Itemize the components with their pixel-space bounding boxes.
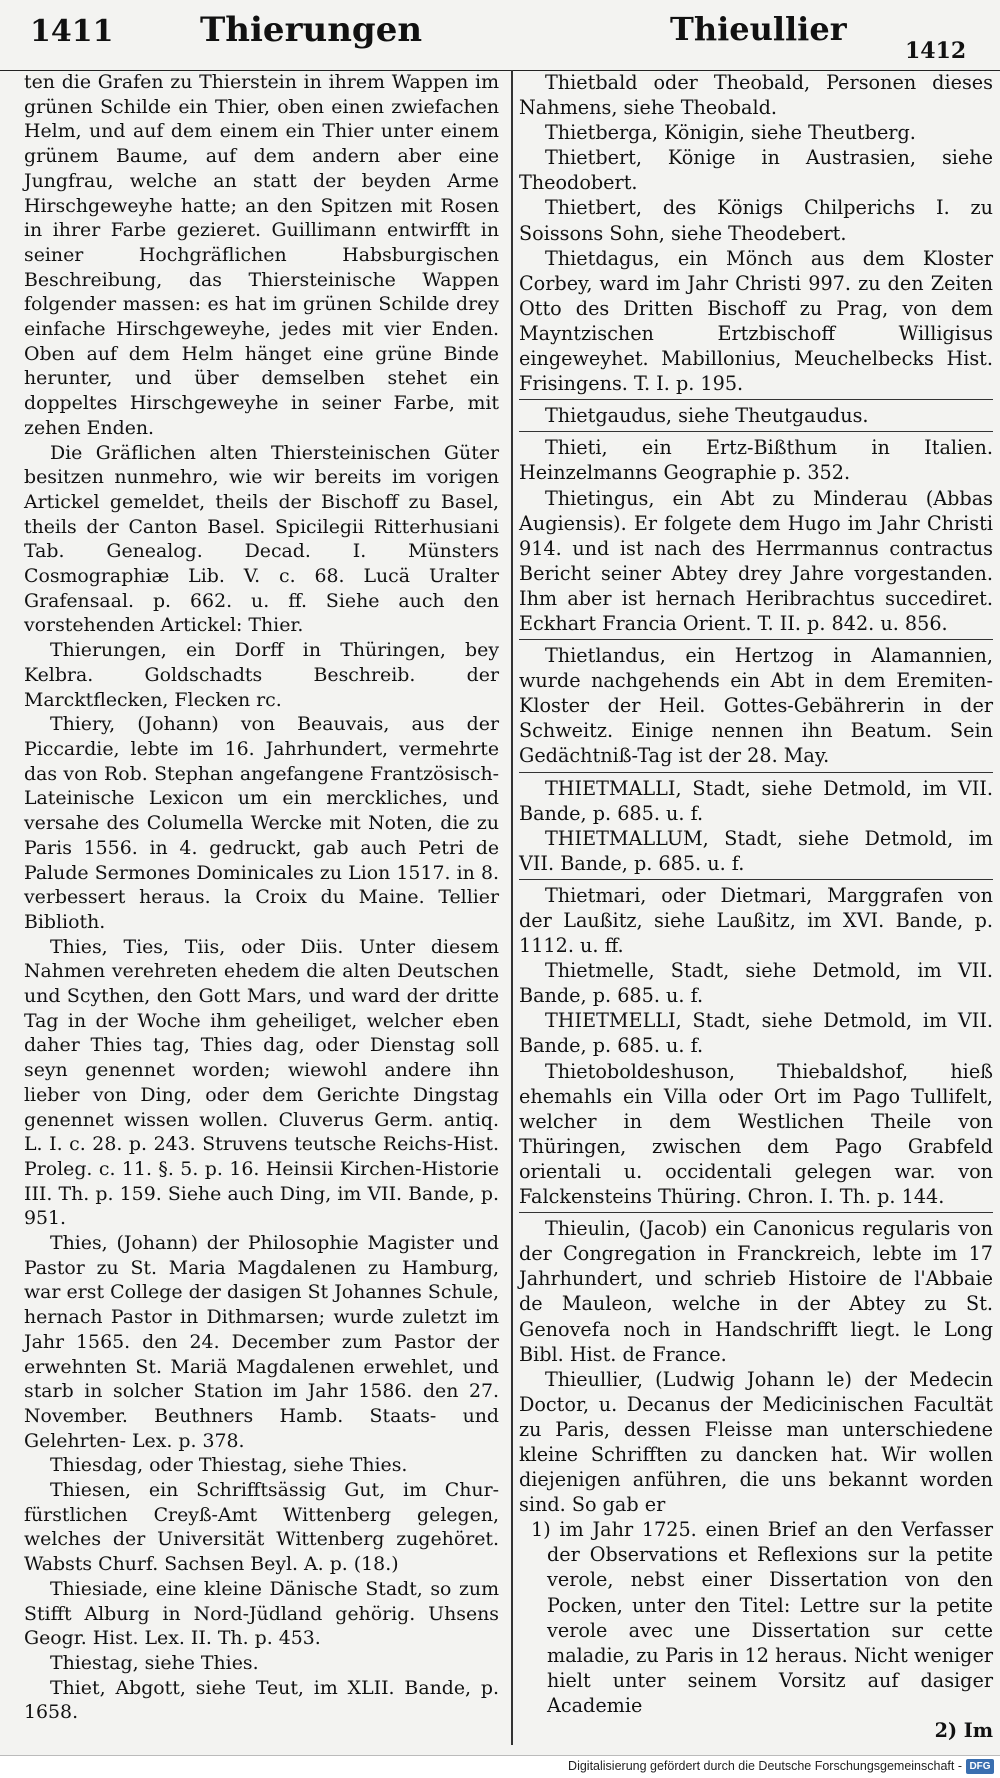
section-rule	[519, 1212, 993, 1213]
entry-text: Thietlandus, ein Hertzog in Alamannien, wurde nachgehends ein Abt in dem Eremiten-Kloster der Heil. Gottes-Gebährerin in der Schweitz. Einige nennen ihn Beatum. Sein Gedächtniß-Tag ist der 28. May.	[519, 644, 993, 768]
list-item: 1) im Jahr 1725. einen Brief an den Verfasser der Observations et Reflexions sur la petite verole, nebst einer Dissertation von den Pocken, unter den Titel: Lettre sur la petite verole avec une Dissertation sur cette maladie, zu Paris in 12 heraus. Nicht weniger hielt unter seinem Vorsitz auf dasiger Academie	[531, 1518, 993, 1717]
entry-text: Thietingus, ein Abt zu Minderau (Abbas Augiensis). Er folgete dem Hugo im Jahr Christi 914. und ist nach des Herrmannus contractus Bericht seiner Abtey drey Jahre vorgestanden. Ihm aber ist hernach Heribrachtus succediret. Eckhart Francia Orient. T. II. p. 842. u. 856.	[519, 486, 993, 635]
entry-text: Thietgaudus, siehe Theutgaudus.	[545, 404, 869, 428]
entry-text: THIETMALLUM, Stadt, siehe Detmold, im VII. Bande, p. 685. u. f.	[519, 826, 993, 875]
page-number-left: 1411	[30, 14, 114, 49]
page-number-right: 1412	[905, 38, 967, 64]
right-column	[519, 70, 993, 1743]
entry-text: THIETMELLI, Stadt, siehe Detmold, im VII. Bande, p. 685. u. f.	[519, 1009, 993, 1058]
entry-text: Thiesdag, oder Thiestag, siehe Thies.	[50, 1454, 408, 1477]
entry-text: Thietmari, oder Dietmari, Marggrafen von der Laußitz, siehe Laußitz, im XVI. Bande, p. 1112. u. ff.	[519, 883, 993, 958]
entry-text: Thieullier, (Ludwig Johann le) der Medecin Doctor, u. Decanus der Medicinischen Facultät zu Paris, dessen Fleisse man unterschiedene kleine Schrifften zu dancken hat. Wir wollen diejenigen anführen, die uns bekannt worden sind. So gab er	[519, 1367, 993, 1517]
entry-text: Thieti, ein Ertz-Bißthum in Italien. Heinzelmanns Geographie p. 352.	[519, 436, 993, 485]
entry-text: Thiery, (Johann) von Beauvais, aus der Piccardie, lebte im 16. Jahrhundert, vermehrte das von Rob. Stephan angefangene Frantzösisch-Lateinische Lexicon um ein merckliches, und versahe des Columella Wercke mit Noten, die zu Paris 1556. in 4. gedruckt, gab auch Petri de Palude Sermones Dominicales zu Lion 1517. in 8. verbessert heraus. la Croix du Maine. Tellier Biblioth.	[24, 713, 499, 933]
entry-text: Thietmelle, Stadt, siehe Detmold, im VII. Bande, p. 685. u. f.	[519, 959, 993, 1008]
footer-credit: Digitalisierung gefördert durch die Deutsche Forschungsgemeinschaft -	[568, 1759, 962, 1773]
entry-text: ten die Grafen zu Thierstein in ihrem Wappen im grünen Schilde ein Thier, oben einen zwiefachen Helm, und auf dem einem ein Thier unter einem grünem Baume, auf dem andern aber eine Jungfrau, welche an statt der beyden Arme Hirschgeweyhe hatte; an den Spitzen mit Rosen in ihrer Farbe gezieret. Guillimann entwirfft in seiner Hochgräflichen Habsburgischen Beschreibung, das Thiersteinische Wappen folgender massen: es hat im grünen Schilde drey einfache Hirschgeweyhe, jedes mit vier Enden. Oben auf dem Helm hänget eine grüne Binde herunter, und über demselben stehet ein doppeltes Hirschgeweyhe in seiner Farbe, mit zehen Enden.	[24, 71, 499, 439]
entry-text: Thierungen, ein Dorff in Thüringen, bey Kelbra. Goldschadts Beschreib. der Marcktflecken, Flecken rc.	[24, 639, 499, 711]
section-rule	[519, 879, 993, 880]
entry-text: Thietbald oder Theobald, Personen dieses Nahmens, siehe Theobald.	[519, 71, 993, 120]
entry-text: Thietdagus, ein Mönch aus dem Kloster Corbey, ward im Jahr Christi 997. zu den Zeiten Otto des Dritten Bischoff zu Prag, von dem Mayntzischen Ertzbischoff Willigisus eingeweyhet. Mabillonius, Meuchelbecks Hist. Frisingens. T. I. p. 195.	[519, 246, 993, 396]
entry-text: Thietberga, Königin, siehe Theutberg.	[545, 121, 916, 145]
entry-text: Thies, (Johann) der Philosophie Magister und Pastor zu St. Maria Magdalenen zu Hamburg, war erst College der dasigen St Johannes Schule, hernach Pastor in Dithmarsen; wurde zuletzt im Jahr 1565. den 24. December zum Pastor der erwehnten St. Mariä Magdalenen erwehlet, und starb in solcher Station im Jahr 1586. den 27. November. Beuthners Hamb. Staats- und Gelehrten- Lex. p. 378.	[24, 1232, 499, 1452]
running-head-left: Thierungen	[200, 10, 423, 50]
entry-text: Thiestag, siehe Thies.	[50, 1652, 259, 1674]
section-rule	[519, 639, 993, 640]
entry-text: Thieulin, (Jacob) ein Canonicus regularis von der Congregation in Franckreich, lebte im 17 Jahrhundert, und schrieb Histoire de l'Abbaie de Mauleon, welche in der Abtey zu St. Genovefa noch in Handschrifft liegt. le Long Bibl. Hist. de France.	[519, 1217, 993, 1366]
section-rule	[519, 399, 993, 400]
column-divider	[511, 70, 513, 1745]
dfg-logo: DFG	[966, 1759, 994, 1774]
entry-text: Thietbert, Könige in Austrasien, siehe Theodobert.	[519, 146, 993, 195]
entry-text: Thiesiade, eine kleine Dänische Stadt, so zum Stifft Alburg in Nord-Jüdland gehörig. Uhsens Geogr. Hist. Lex. II. Th. p. 453.	[24, 1577, 499, 1650]
entry-text: Thiet, Abgott, siehe Teut, im XLII. Bande, p. 1658.	[24, 1676, 499, 1724]
left-column	[24, 70, 499, 1725]
entry-text: Thietoboldeshuson, Thiebaldshof, hieß ehemahls ein Villa oder Ort im Pago Tullifelt, welcher in dem Westlichen Theile von Thüringen, zwischen dem Pago Grabfeld orientali u. occidentali gelegen war. von Falckensteins Thüring. Chron. I. Th. p. 144.	[519, 1059, 993, 1209]
digitization-footer	[0, 1755, 1000, 1778]
page-header	[0, 0, 1000, 71]
entry-text: Thiesen, ein Schrifftsässig Gut, im Chur-fürstlichen Creyß-Amt Wittenberg gelegen, welches der Universität Wittenberg zugehöret. Wabsts Churf. Sachsen Beyl. A. p. (18.)	[24, 1479, 499, 1576]
catchword: 2) Im	[934, 1719, 993, 1742]
entry-text: Die Gräflichen alten Thiersteinischen Güter besitzen nunmehro, wie wir bereits im vorigen Artickel gemeldet, theils der Bischoff zu Basel, theils der Canton Basel. Spicilegii Ritterhusiani Tab. Genealog. Decad. I. Münsters Cosmographiæ Lib. V. c. 68. Lucä Uralter Grafensaal. p. 662. u. ff. Siehe auch den vorstehenden Artickel: Thier.	[24, 441, 499, 637]
entry-text: THIETMALLI, Stadt, siehe Detmold, im VII. Bande, p. 685. u. f.	[519, 776, 993, 825]
entry-text: Thies, Ties, Tiis, oder Diis. Unter diesem Nahmen verehreten ehedem die alten Deutschen und Scythen, den Gott Mars, und ward der dritte Tag in der Woche ihm geheiliget, welcher eben daher Thies tag, Thies dag, oder Dienstag soll seyn genennet worden; wiewohl andere ihn lieber von Ding, oder dem Gerichte Dingstag genennet wissen wollen. Cluverus Germ. antiq. L. I. c. 28. p. 243. Struvens teutsche Reichs-Hist. Proleg. c. 11. §. 5. p. 16. Heinsii Kirchen-Historie III. Th. p. 159. Siehe auch Ding, im VII. Bande, p. 951.	[24, 935, 499, 1230]
running-head-right: Thieullier	[670, 10, 847, 48]
section-rule	[519, 772, 993, 773]
section-rule	[519, 431, 993, 432]
entry-text: Thietbert, des Königs Chilperichs I. zu Soissons Sohn, siehe Theodebert.	[519, 196, 993, 245]
